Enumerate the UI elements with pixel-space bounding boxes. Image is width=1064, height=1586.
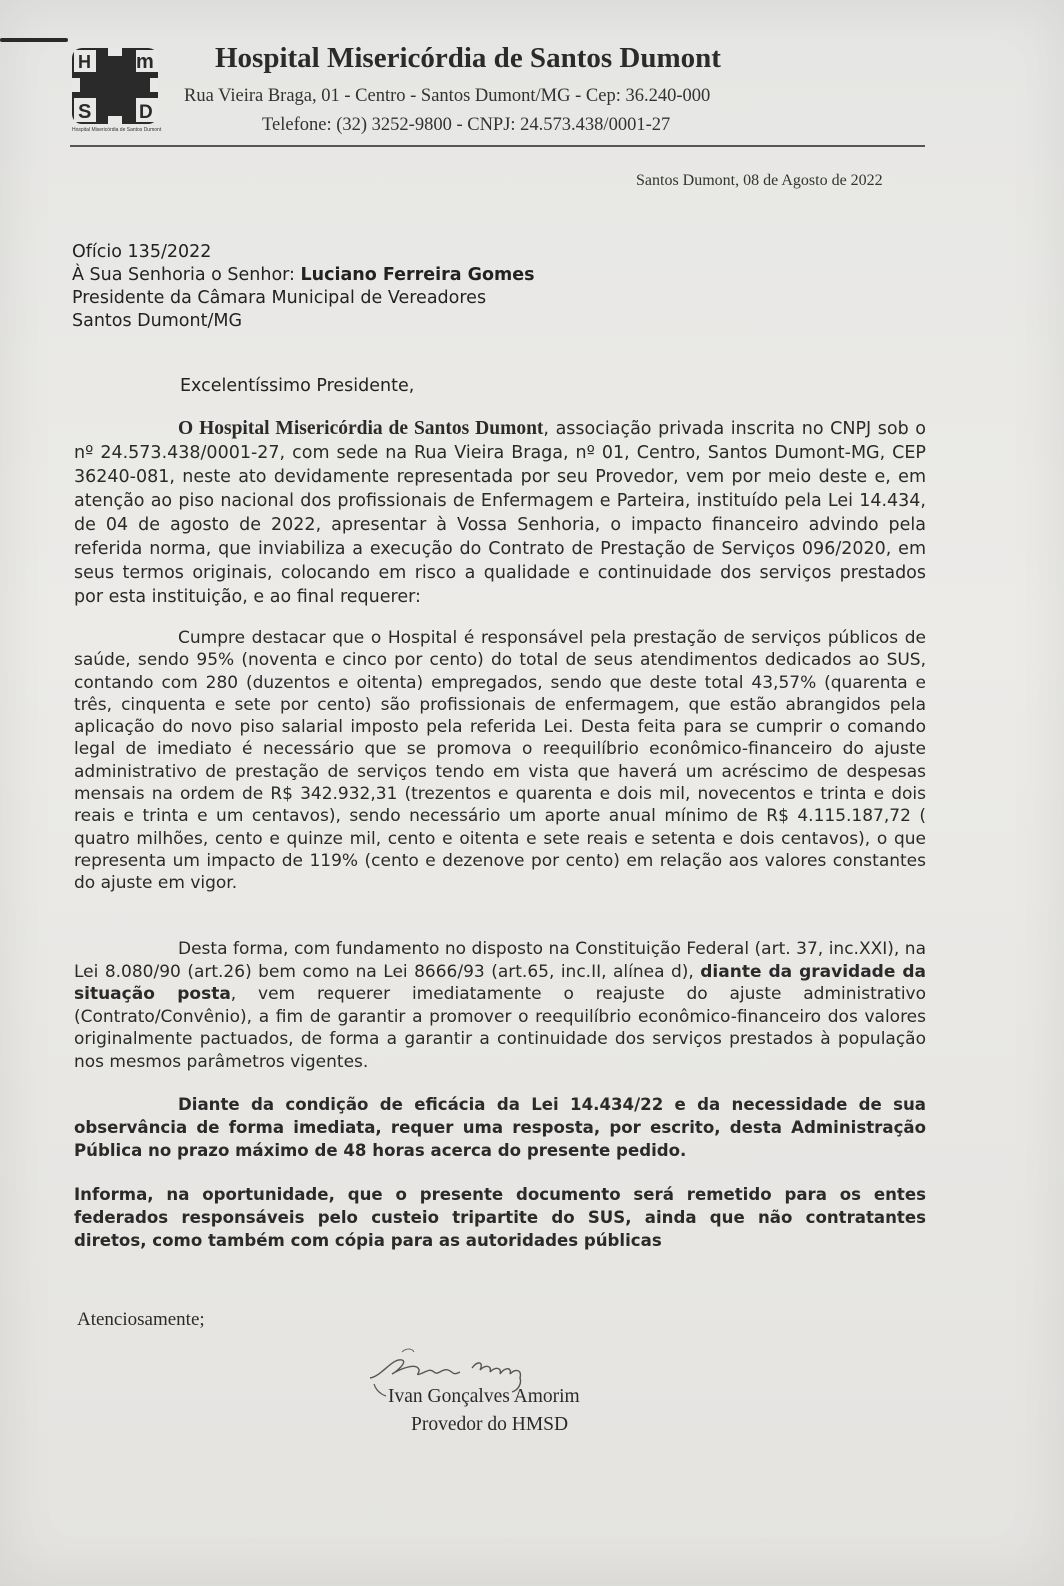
paragraph-4-text: Diante da condição de eficácia da Lei 14.434/22 e da necessidade de sua observância de forma imediata, requer uma resposta, por escrito, desta Administração Pública no prazo máximo de 48 horas acerca do presente pedido. bbox=[74, 1095, 926, 1160]
paragraph-1-text: , associação privada inscrita no CNPJ sob o nº 24.573.438/0001-27, com sede na Rua Vieira Braga, nº 01, Centro, Santos Dumont-MG, CEP 36240-081, neste ato devidamente representada por seu Provedor, vem por meio deste e, em atenção ao piso nacional dos profissionais de Enfermagem e Parteira, instituído pela Lei 14.434, de 04 de agosto de 2022, apresentar à Vossa Senhoria, o impacto financeiro advindo pela referida norma, que inviabiliza a execução do Contrato de Prestação de Serviços 096/2020, em seus termos originais, colocando em risco a qualidade e continuidade dos serviços prestados por esta instituição, e ao final requerer: bbox=[74, 419, 926, 607]
addressee-city: Santos Dumont/MG bbox=[72, 311, 243, 331]
logo-letter-h: H bbox=[78, 52, 91, 72]
addressee-line bbox=[72, 264, 535, 287]
logo-letter-m: m bbox=[136, 51, 154, 73]
addressee-name: Luciano Ferreira Gomes bbox=[300, 265, 535, 285]
hospital-name: Hospital Misericórdia de Santos Dumont bbox=[215, 42, 721, 74]
paragraph-3-text-a: Desta forma, com fundamento no disposto na Constituição Federal (art. 37, inc.XXI), na Lei 8.080/90 (art.26) bem como na Lei 8666/93 (art.65, inc.II, alínea d), bbox=[74, 939, 926, 982]
paragraph-2 bbox=[74, 627, 926, 895]
hospital-address: Rua Vieira Braga, 01 - Centro - Santos Dumont/MG - Cep: 36.240-000 bbox=[184, 86, 711, 106]
letter-date: Santos Dumont, 08 de Agosto de 2022 bbox=[636, 172, 883, 189]
header-divider bbox=[70, 145, 925, 147]
paragraph-3-bold: diante da gravidade da situação posta bbox=[74, 961, 927, 1004]
logo-caption: Hospital Misericórdia de Santos Dumont bbox=[72, 127, 162, 133]
addressee-position: Presidente da Câmara Municipal de Vereadores bbox=[72, 288, 487, 308]
salutation: Excelentíssimo Presidente, bbox=[180, 376, 415, 396]
addressee-prefix: À Sua Senhoria o Senhor: bbox=[72, 265, 301, 285]
paragraph-1 bbox=[74, 417, 926, 609]
logo-letter-d: D bbox=[139, 102, 153, 123]
paragraph-2-text: Cumpre destacar que o Hospital é responsável pela prestação de serviços públicos de saúde, sendo 95% (noventa e cinco por cento) do total de seus atendimentos dedicados ao SUS, contando com 280 (duzentos e oitenta) empregados, sendo que deste total 43,57% (quarenta e três, cinquenta e sete por cento) são profissionais de enfermagem, que estão abrangidos pela aplicação do novo piso salarial imposto pela referida Lei. Desta feita para se cumprir o comando legal de imediato é necessário que se promova o reequilíbrio econômico-financeiro do ajuste administrativo de prestação de serviços tendo em vista que haverá um acréscimo de despesas mensais na ordem de R$ 342.932,31 (trezentos e quarenta e dois mil, novecentos e trinta e dois reais e trinta e um centavos), sendo necessário um aporte anual mínimo de R$ 4.115.187,72 ( quatro milhões, cento e quinze mil, cento e oitenta e sete reais e setenta e dois centavos), o que representa um impacto de 119% (cento e dezenove por cento) em relação aos valores constantes do ajuste em vigor. bbox=[74, 628, 926, 894]
signatory-name: Ivan Gonçalves Amorim bbox=[388, 1386, 580, 1407]
paper-mark bbox=[0, 38, 68, 42]
paragraph-4 bbox=[74, 1093, 926, 1162]
logo-letter-s: S bbox=[78, 101, 92, 123]
signatory-title: Provedor do HMSD bbox=[411, 1414, 569, 1435]
paragraph-1-bold: O Hospital Misericórdia de Santos Dumont bbox=[178, 418, 544, 439]
closing: Atenciosamente; bbox=[77, 1309, 205, 1330]
recipient-block bbox=[72, 241, 535, 333]
office-number: Ofício 135/2022 bbox=[72, 242, 212, 262]
paragraph-3-text-b: , vem requerer imediatamente o reajuste do ajuste administrativo (Contrato/Convênio), a fim de garantir a promover o reequilíbrio econômico-financeiro dos valores originalmente pactuados, de forma a garantir a continuidade dos serviços prestados à população nos mesmos parâmetros vigentes. bbox=[74, 984, 927, 1072]
paragraph-3 bbox=[74, 938, 926, 1073]
paragraph-5: Informa, na oportunidade, que o presente documento será remetido para os entes federados responsáveis pelo custeio tripartite do SUS, ainda que não contratantes diretos, como também com cópia para as autoridades públicas bbox=[74, 1185, 926, 1250]
hospital-phone: Telefone: (32) 3252-9800 - CNPJ: 24.573.438/0001-27 bbox=[262, 115, 671, 135]
